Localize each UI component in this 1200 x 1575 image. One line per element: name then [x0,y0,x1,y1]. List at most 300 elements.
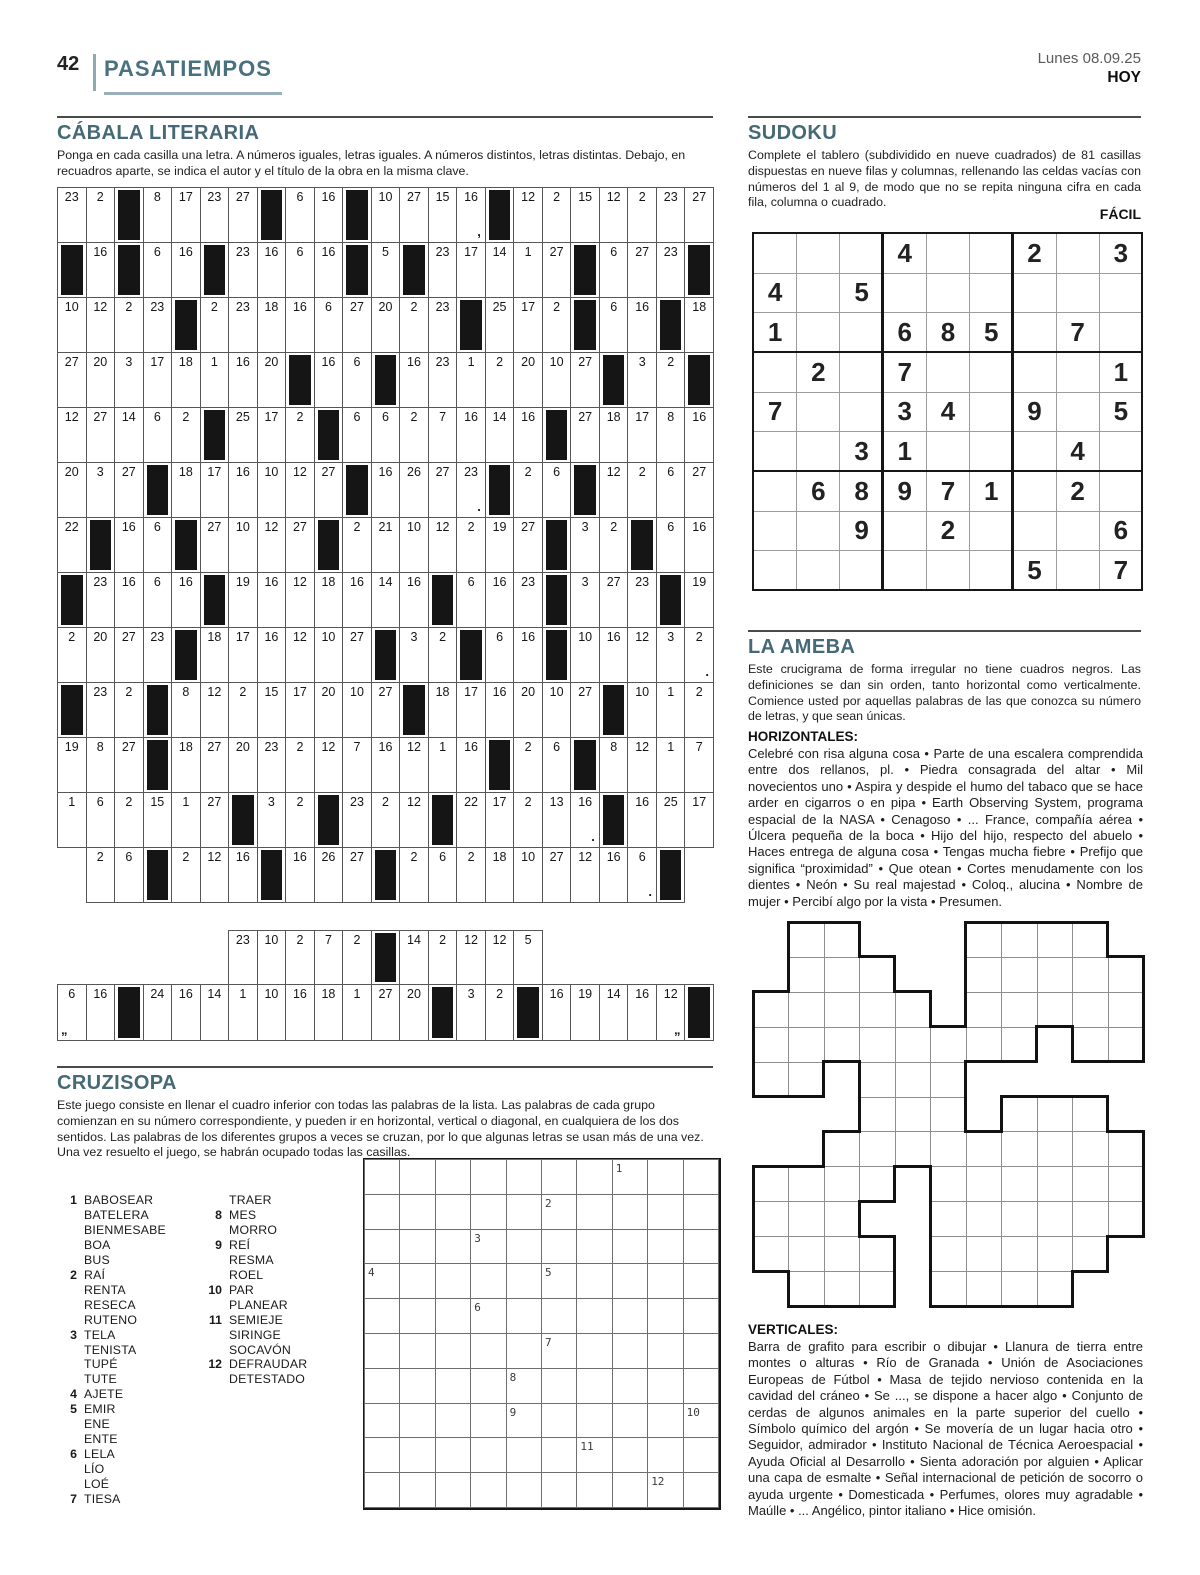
cabala-black-cell [684,242,714,298]
cruzisopa-cell [364,1437,400,1473]
ameba-cell [788,1062,824,1098]
cruzisopa-start-number: 7 [545,1336,552,1349]
ameba-outline [1071,1095,1109,1098]
cabala-black-cell [371,627,401,683]
ameba-outline [1071,1025,1074,1063]
brand-label: HOY [1107,69,1141,86]
cabala-cell: 6 [143,572,173,628]
cabala-cell: 23 [228,242,258,298]
ameba-outline [964,955,967,993]
cabala-cell: 27 [342,847,372,903]
word-list-item [60,1298,166,1313]
ameba-outline [752,1165,755,1203]
word-group-number [196,1223,222,1238]
cabala-cell: 6 [542,737,572,793]
cabala-black-cell [428,984,458,1041]
sudoku-cell [839,392,883,433]
cabala-cell: 12 [599,462,629,518]
cabala-cell: 26 [314,847,344,903]
cabala-cell: 10 [257,930,287,985]
horizontales-label: HORIZONTALES: [748,729,858,744]
ameba-outline [752,1165,790,1168]
cabala-cell: 27 [57,352,87,408]
ameba-outline [893,1165,931,1168]
cruzisopa-cell [541,1368,577,1404]
cabala-cell: 18 [200,627,230,683]
cabala-cell: 22 [456,792,486,848]
cabala-cell: 16 [513,407,543,463]
cabala-cell: 14 [371,572,401,628]
cabala-cell: 12 [627,627,657,683]
cruzisopa-cell [683,1298,719,1334]
ameba-cell [895,1062,931,1098]
cabala-cell: 19 [485,517,515,573]
ameba-outline [822,1305,860,1308]
cruzisopa-cell [506,1298,542,1334]
sudoku-cell [926,273,970,314]
cabala-black-cell [57,572,87,628]
cabala-cell: 2 [485,352,515,408]
cabala-cell: 7 [428,407,458,463]
verticales-label: VERTICALES: [748,1322,839,1337]
ameba-cell [753,992,789,1028]
ameba-cell [859,1131,895,1167]
cabala-cell: 8 [656,407,686,463]
cruzisopa-grid [363,1158,721,1510]
cruzisopa-cell [541,1437,577,1473]
word-label: MORRO [229,1222,278,1237]
cabala-cell: 12 [456,930,486,985]
ameba-cell [1001,1027,1037,1063]
ameba-cell [788,1236,824,1272]
cabala-cell: 23 [627,572,657,628]
cruzisopa-cell [576,1263,612,1299]
cabala-cell: 23 [86,682,116,738]
cabala-black-cell [570,242,600,298]
cruzisopa-cell [470,1298,506,1334]
cabala-cell: 8 [171,682,201,738]
ameba-outline [1142,955,1145,993]
sudoku-cell: 2 [1012,233,1056,274]
cabala-cell: 27 [228,187,258,243]
ameba-outline [1000,921,1038,924]
cabala-cell: 6 [485,627,515,683]
sudoku-cell [969,392,1013,433]
ameba-cell [788,922,824,958]
cabala-black-cell [570,737,600,793]
cruzisopa-cell [576,1159,612,1195]
cabala-cell: 2 [627,462,657,518]
sudoku-cell [753,431,797,472]
ameba-outline [964,990,967,1028]
cabala-cell: 16 [485,572,515,628]
cabala-cell: 23 [86,572,116,628]
word-label: PLANEAR [229,1297,288,1312]
ameba-cell [824,1236,860,1272]
ameba-cell [859,1097,895,1133]
cabala-intro: Ponga en cada casilla una letra. A números iguales, letras iguales. A números distintos, letras distintas. Debajo, en recuadros aparte, se indica el autor y el título de la obra en la misma clave. [57,148,686,178]
ameba-cell [930,1166,966,1202]
sudoku-cell [969,550,1013,591]
cabala-cell: 2 [342,930,372,985]
ameba-outline [787,1305,825,1308]
cabala-cell: 6 [342,407,372,463]
cabala-cell: 7 [314,930,344,985]
sudoku-cell [1012,471,1056,512]
sudoku-cell [753,471,797,512]
ameba-outline [858,1060,861,1098]
ameba-cell [1072,957,1108,993]
sudoku-cell [1056,511,1100,552]
cabala-cell: 18 [171,462,201,518]
cabala-cell: 1 [200,352,230,408]
cabala-cell: 10 [314,627,344,683]
cabala-cell: 2 [285,792,315,848]
cabala-cell: 2 [542,187,572,243]
wordmark-underline [104,92,282,95]
sudoku-cell: 2 [926,511,970,552]
ameba-cell [966,957,1002,993]
cabala-cell: 27 [314,462,344,518]
cabala-cell: 12 [57,407,87,463]
word-list-item [60,1402,166,1417]
cabala-cell: 14 [485,407,515,463]
sudoku-cell: 5 [839,273,883,314]
cabala-cell: 23 [143,297,173,353]
cruzisopa-cell [470,1403,506,1439]
cruzisopa-cell [364,1403,400,1439]
cabala-cell: 16 [314,352,344,408]
ameba-cell [930,1097,966,1133]
cabala-cell: 2 [399,407,429,463]
cabala-cell: 7 [684,737,714,793]
cabala-cell: 2 [114,682,144,738]
cabala-cell: 12 [285,462,315,518]
ameba-outline [1142,990,1145,1028]
cabala-black-cell [342,462,372,518]
cruzisopa-cell [576,1333,612,1369]
cabala-cell: 3 [456,984,486,1041]
cabala-cell: 20 [314,682,344,738]
word-group-number [60,1253,77,1268]
ameba-cell [966,1166,1002,1202]
word-group-number: 6 [70,1447,77,1462]
cabala-cell: 17 [171,187,201,243]
cabala-cell: 17 [485,792,515,848]
sudoku-cell: 6 [796,471,840,512]
cruzisopa-cell [647,1194,683,1230]
cabala-cell: 3 [570,572,600,628]
cabala-cell: 8 [599,737,629,793]
cabala-cell: 18 [428,682,458,738]
cruzisopa-cell [470,1229,506,1265]
cruzisopa-cell [683,1194,719,1230]
word-group-number [196,1253,222,1268]
cabala-cell: 16 [627,792,657,848]
word-group-number [196,1372,222,1387]
cabala-black-cell [684,984,714,1041]
ameba-grid [753,922,1143,1306]
cabala-cell: 2 [428,627,458,683]
word-group-number: 7 [70,1492,77,1507]
cabala-cell: 22 [57,517,87,573]
ameba-cell [930,1201,966,1237]
cabala-cell: 19 [57,737,87,793]
cabala-cell: 7 [342,737,372,793]
word-list-item [60,1253,166,1268]
cruzisopa-cell [435,1333,471,1369]
cabala-cell: 23 [428,352,458,408]
cabala-cell: 16 , [456,187,486,243]
cabala-rule [57,116,713,118]
sudoku-cell [1056,273,1100,314]
cabala-cell: 12 [485,930,515,985]
cabala-cell: 6 [143,517,173,573]
cruzisopa-cell [470,1159,506,1195]
cabala-cell: 6 [428,847,458,903]
cabala-cell: 2 [86,847,116,903]
ameba-outline [1000,1095,1003,1133]
cabala-black-cell [143,462,173,518]
ameba-outline [822,921,860,924]
cruzisopa-cell [647,1368,683,1404]
cabala-cell: 14 [114,407,144,463]
sudoku-cell: 1 [969,471,1013,512]
word-list-item [60,1432,166,1447]
cabala-cell: 2 . [684,627,714,683]
ameba-outline [929,1235,932,1273]
cabala-cell: 20 [513,352,543,408]
cabala-cell: 2 [285,407,315,463]
cabala-black-cell [627,517,657,573]
cabala-black-cell [114,242,144,298]
ameba-cell [1037,1166,1073,1202]
ameba-cell [930,1236,966,1272]
word-list-item [60,1447,166,1462]
cruzisopa-cell [364,1194,400,1230]
cabala-cell: 16 [684,517,714,573]
cabala-cell: 16 [314,242,344,298]
cabala-cell: 2 [171,847,201,903]
cabala-cell: 17 [627,407,657,463]
cabala-cell: 15 [428,187,458,243]
word-label: TIESA [84,1492,121,1507]
cabala-cell: 10 [627,682,657,738]
cruzisopa-cell [576,1472,612,1508]
cruzisopa-cell [612,1298,648,1334]
ameba-outline [1000,1305,1038,1308]
cruzisopa-cell [364,1263,400,1299]
sudoku-cell [969,511,1013,552]
ameba-outline [929,1200,932,1238]
sudoku-intro: Complete el tablero (subdividido en nueve cuadrados) de 81 casillas dispuestas en nueve filas y columnas, rellenando las celdas vacías con números del 1 al 9, de modo que no se repita ninguna cifra en cada fila, columna o cuadrado. [748,148,1141,210]
sudoku-cell: 3 [1099,233,1143,274]
ameba-outline [858,1305,896,1308]
ameba-cell [966,1236,1002,1272]
cabala-black-cell [143,737,173,793]
sudoku-cell: 3 [883,392,927,433]
cabala-cell: 2 [627,187,657,243]
cabala-cell: 2 [228,682,258,738]
cabala-cell: 16 [228,847,258,903]
word-list-item [196,1283,307,1298]
ameba-outline [929,990,932,1028]
cabala-cell: 16 [285,297,315,353]
cabala-cell: 20 [399,984,429,1041]
ameba-outline [1071,1270,1109,1273]
ameba-outline [752,1025,755,1063]
ameba-outline [752,1235,755,1273]
sudoku-cell: 1 [753,312,797,353]
sudoku-cell: 6 [1099,511,1143,552]
cruzisopa-cell [612,1333,648,1369]
word-label: ENTE [84,1432,118,1447]
cabala-cell: 12 [627,737,657,793]
word-group-number [60,1298,77,1313]
cruzisopa-cell [647,1437,683,1473]
cabala-cell: 17 [513,297,543,353]
cruzisopa-start-number: 8 [509,1370,517,1384]
ameba-outline [1106,1095,1109,1133]
cabala-cell: 8 [86,737,116,793]
cabala-black-cell [599,352,629,408]
ameba-cell [1001,922,1037,958]
sudoku-cell [796,392,840,433]
ameba-outline [1142,1165,1145,1203]
date-label: Lunes 08.09.25 [1037,50,1141,67]
cabala-cell: 2 [656,352,686,408]
sudoku-cell: 5 [969,312,1013,353]
cabala-cell: 16 [456,407,486,463]
cabala-cell: 17 [456,242,486,298]
cabala-cell: 10 [542,682,572,738]
ameba-cell [1037,922,1073,958]
ameba-cell [966,1201,1002,1237]
ameba-cell [859,957,895,993]
ameba-outline [858,1235,896,1238]
sudoku-cell: 8 [926,312,970,353]
cabala-cell: 6 [542,462,572,518]
ameba-cell [1001,1201,1037,1237]
cabala-cell: 27 [114,462,144,518]
sudoku-cell: 6 [883,312,927,353]
page-number: 42 [57,53,80,75]
cabala-cell: 3 [114,352,144,408]
ameba-outline [787,1270,790,1308]
ameba-outline [1142,1130,1145,1168]
sudoku-cell: 7 [753,392,797,433]
ameba-cell [1037,1201,1073,1237]
word-group-number [60,1223,77,1238]
cabala-cell: 12 [285,572,315,628]
sudoku-box-line [752,232,1144,235]
word-label: TRAER [229,1193,272,1207]
cruzisopa-cell [364,1298,400,1334]
cruzisopa-cell [541,1263,577,1299]
sudoku-cell [969,273,1013,314]
cabala-cell: 15 [257,682,287,738]
ameba-cell [753,1236,789,1272]
ameba-outline [822,1130,825,1168]
cabala-cell: 27 [542,847,572,903]
ameba-outline [752,1095,790,1098]
cruzisopa-start-number: 3 [474,1231,481,1245]
cabala-cell: 6 [86,792,116,848]
cabala-cell: 27 [342,627,372,683]
word-group-number: 1 [70,1193,77,1207]
cruzisopa-cell [435,1437,471,1473]
cabala-black-cell [171,627,201,683]
sudoku-cell: 1 [883,431,927,472]
ameba-outline [752,1200,755,1238]
cabala-cell: 2 [114,792,144,848]
cabala-black-cell [428,572,458,628]
cabala-black-cell [542,407,572,463]
word-group-number: 11 [209,1312,222,1327]
cabala-cell: 16 [114,517,144,573]
word-label: DETESTADO [229,1372,306,1387]
cruzisopa-cell [612,1194,648,1230]
cabala-cell: 12 [314,737,344,793]
cabala-cell: 6 [599,242,629,298]
sudoku-cell [839,312,883,353]
cabala-cell: 10 [257,462,287,518]
cabala-cell: 2 [371,792,401,848]
sudoku-cell [1056,233,1100,274]
ameba-outline [752,1060,755,1098]
sudoku-cell [1012,312,1056,353]
cabala-cell: 27 [570,407,600,463]
ameba-outline [1071,921,1109,924]
cruzisopa-cell [506,1403,542,1439]
cabala-cell: 27 [114,627,144,683]
cabala-cell: 1 [428,737,458,793]
cabala-cell: 1 [342,984,372,1041]
cabala-cell: 27 [200,517,230,573]
cabala-cell: 16 [456,737,486,793]
cruzisopa-cell [506,1333,542,1369]
sudoku-cell: 1 [1099,352,1143,393]
word-group-number: 4 [70,1387,77,1402]
cabala-black-cell [200,242,230,298]
cabala-cell: 27 [399,187,429,243]
ameba-cell [1108,1166,1144,1202]
cruzisopa-start-number: 2 [545,1196,552,1210]
cabala-cell: 23 [200,187,230,243]
word-label: RUTENO [84,1312,138,1327]
cabala-cell: 16 [627,297,657,353]
ameba-cell [1108,957,1144,993]
cruzisopa-start-number: 10 [686,1405,700,1419]
cabala-cell: 16 [399,352,429,408]
cabala-cell: 14 [399,930,429,985]
cabala-cell: 27 [371,984,401,1041]
cabala-cell: 2 [599,517,629,573]
cabala-cell: 10 [513,847,543,903]
cruzisopa-cell [576,1194,612,1230]
word-list-item [60,1268,166,1283]
ameba-outline [1106,1060,1144,1063]
word-list-item [60,1223,166,1238]
cabala-cell: 2 [342,517,372,573]
sudoku-cell [796,550,840,591]
cabala-cell: 2 [57,627,87,683]
cabala-black-cell [314,407,344,463]
ameba-cell [1072,922,1108,958]
cruzisopa-cell [435,1403,471,1439]
ameba-cell [824,992,860,1028]
sudoku-cell [753,352,797,393]
